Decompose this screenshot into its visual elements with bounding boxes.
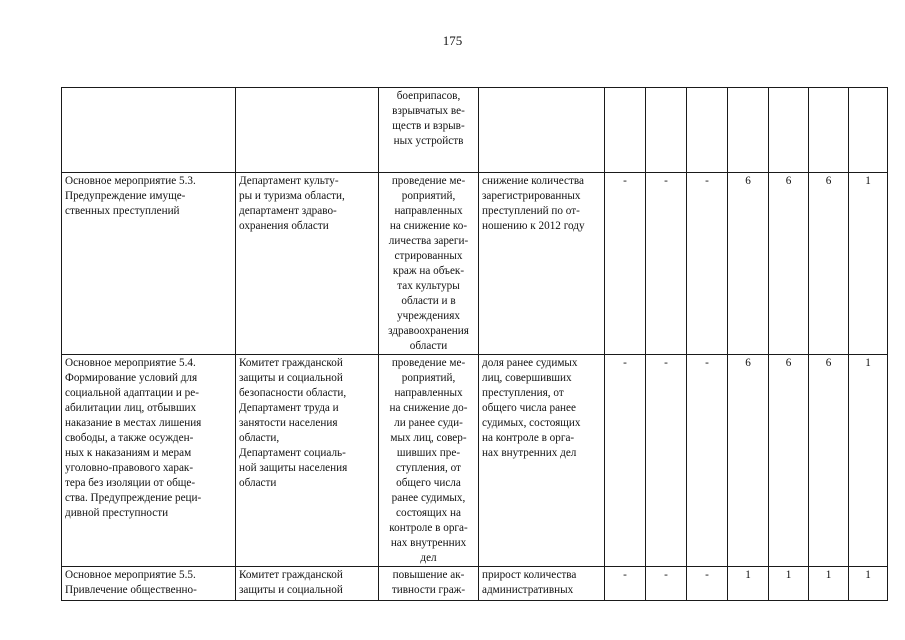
value-cell: 6: [809, 173, 849, 355]
value-cell: [646, 88, 687, 173]
measure-cell: боеприпасов, взрывчатых ве- ществ и взрыв- ных устройств: [379, 88, 479, 173]
value-cell: -: [605, 567, 646, 601]
indicator-cell: [479, 88, 605, 173]
value-cell: 6: [728, 173, 769, 355]
value-cell: [809, 88, 849, 173]
indicator-cell: снижение количества зарегистрированных преступлений по от- ношению к 2012 году: [479, 173, 605, 355]
value-cell: 6: [809, 355, 849, 567]
value-cell: -: [687, 173, 728, 355]
value-cell: -: [646, 355, 687, 567]
page-number: 175: [442, 33, 463, 48]
value-cell: 1: [809, 567, 849, 601]
value-cell: -: [687, 355, 728, 567]
value-cell: -: [605, 355, 646, 567]
indicator-cell: прирост количества административных: [479, 567, 605, 601]
executor-cell: Комитет гражданской защиты и социальной безопасности области, Департамент труда и занятости населения области, Департамент социаль- ной защиты населения области: [236, 355, 379, 567]
value-cell: 1: [849, 355, 888, 567]
value-cell: 1: [769, 567, 809, 601]
measure-cell: проведение ме- роприятий, направленных на снижение до- ли ранее суди- мых лиц, совер- шивших пре- ступления, от общего числа ранее судимых, состоящих на контроле в орга- нах внутренних дел: [379, 355, 479, 567]
value-cell: [728, 88, 769, 173]
value-cell: 1: [849, 567, 888, 601]
value-cell: -: [687, 567, 728, 601]
table-row: [62, 567, 888, 601]
table-row: [62, 88, 888, 173]
program-activities-table: [61, 87, 888, 601]
value-cell: -: [646, 173, 687, 355]
activity-cell: [62, 88, 236, 173]
measure-cell: проведение ме- роприятий, направленных на снижение ко- личества зареги- стрированных краж на объек- тах культуры области и в учреждениях здравоохранения области: [379, 173, 479, 355]
executor-cell: Комитет гражданской защиты и социальной: [236, 567, 379, 601]
value-cell: 6: [769, 355, 809, 567]
value-cell: 1: [728, 567, 769, 601]
measure-cell: повышение ак- тивности граж-: [379, 567, 479, 601]
table-row: [62, 355, 888, 567]
value-cell: -: [646, 567, 687, 601]
indicator-cell: доля ранее судимых лиц, совершивших преступления, от общего числа ранее судимых, состоящих на контроле в орга- нах внутренних дел: [479, 355, 605, 567]
value-cell: 6: [728, 355, 769, 567]
value-cell: -: [605, 173, 646, 355]
activity-cell: Основное мероприятие 5.5. Привлечение общественно-: [62, 567, 236, 601]
value-cell: 6: [769, 173, 809, 355]
executor-cell: Департамент культу- ры и туризма области, департамент здраво- охранения области: [236, 173, 379, 355]
value-cell: 1: [849, 173, 888, 355]
value-cell: [769, 88, 809, 173]
value-cell: [605, 88, 646, 173]
value-cell: [687, 88, 728, 173]
executor-cell: [236, 88, 379, 173]
table-row: [62, 173, 888, 355]
activity-cell: Основное мероприятие 5.4. Формирование условий для социальной адаптации и ре- абилитации лиц, отбывших наказание в местах лишения свободы, а также осужден- ных к наказаниям и мерам уголовно-правового харак- тера без изоляции от обще- ства. Предупреждение реци- дивной преступности: [62, 355, 236, 567]
value-cell: [849, 88, 888, 173]
activity-cell: Основное мероприятие 5.3. Предупреждение имуще- ственных преступлений: [62, 173, 236, 355]
